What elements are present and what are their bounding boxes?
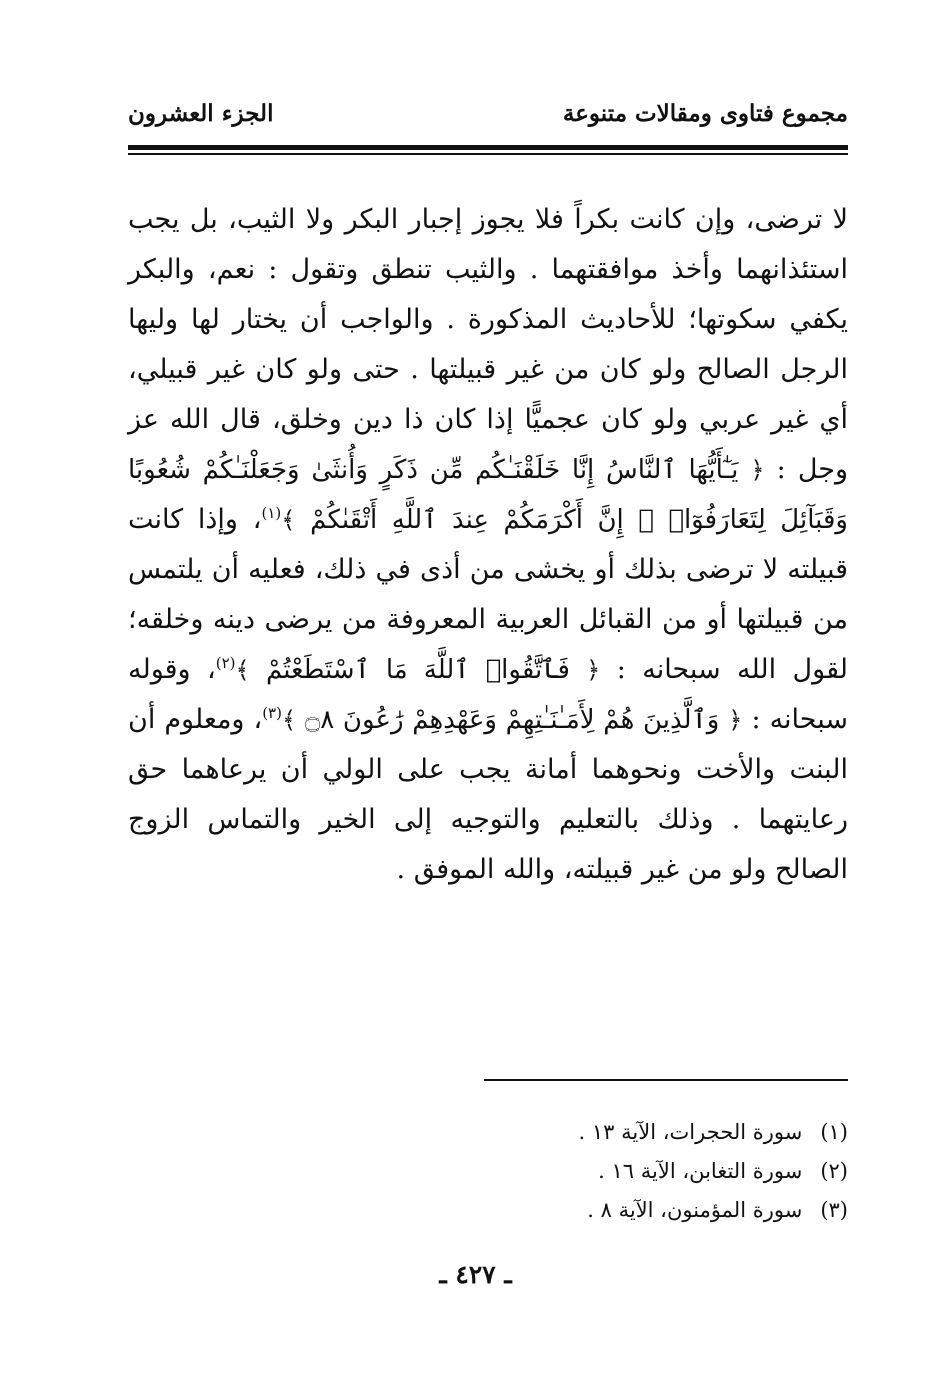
quran-verse-hujurat: يَـٰٓأَيُّهَا ٱلنَّاسُ إِنَّا خَلَقْنَـٰكُم مِّن ذَكَرٍ وَأُنثَىٰ وَجَعَلْنَـٰكُمْ شُعُوبًا وَقَبَآئِلَ لِتَعَارَفُوٓا۟ ۚ إِنَّ أَكْرَمَكُمْ عِندَ ٱللَّهِ أَتْقَىٰكُمْ bbox=[128, 455, 848, 535]
fatwa-paragraph bbox=[128, 195, 848, 895]
quran-brace-close: ﴾ bbox=[281, 506, 296, 534]
book-title: مجموع فتاوى ومقالات متنوعة bbox=[562, 100, 848, 127]
header-rule-thick bbox=[128, 145, 848, 150]
quran-brace-close: ﴾ bbox=[281, 706, 297, 734]
quran-brace-open: ﴿ bbox=[750, 456, 765, 484]
footnote-3 bbox=[128, 1191, 848, 1230]
footnote-2 bbox=[128, 1152, 848, 1191]
running-header bbox=[128, 100, 848, 136]
footnote-number: (١) bbox=[820, 1120, 848, 1144]
footnote-ref-2: (٢) bbox=[215, 654, 236, 672]
quran-verse-muminun: وَٱلَّذِينَ هُمْ لِأَمَـٰنَـٰتِهِمْ وَعَهْدِهِمْ رَٰعُونَ ۝٨ bbox=[305, 705, 720, 735]
text-segment-middle: ، وإذا كانت قبيلته لا ترضى بذلك أو يخشى من أذى في ذلك، فعليه أن يلتمس من قبيلتها أو من القبائل العربية المعروفة من يرضى دينه وخلقه؛ لقول الله سبحانه : bbox=[128, 504, 848, 685]
volume-label: الجزء العشرون bbox=[128, 100, 274, 127]
footnote-1 bbox=[128, 1113, 848, 1152]
footnote-ref-3: (٣) bbox=[262, 704, 282, 722]
quran-verse-taghabun: فَٱتَّقُوا۟ ٱللَّهَ مَا ٱسْتَطَعْتُمْ bbox=[265, 655, 570, 685]
page-number: ـ ٤٢٧ ـ bbox=[439, 1260, 512, 1289]
quran-brace-open: ﴿ bbox=[586, 656, 601, 684]
footnote-text: سورة الحجرات، الآية ١٣ . bbox=[578, 1120, 803, 1144]
main-text bbox=[128, 195, 848, 895]
footnote-text: سورة التغابن، الآية ١٦ . bbox=[598, 1159, 803, 1183]
text-segment-closing: ، ومعلوم أن البنت والأخت ونحوهما أمانة يجب على الولي أن يرعاهما حق رعايتهما . وذلك بالتعليم والتوجيه إلى الخير والتماس الزوج الصالح ولو من غير قبيلته، والله الموفق . bbox=[128, 704, 848, 885]
footnotes bbox=[128, 1113, 848, 1230]
text-segment-intro: لا ترضى، وإن كانت بكراً فلا يجوز إجبار البكر ولا الثيب، بل يجب استئذانهما وأخذ موافقتهما . والثيب تنطق وتقول : نعم، والبكر يكفي سكوتها؛ للأحاديث المذكورة . والواجب أن يختار لها وليها الرجل الصالح ولو كان من غير قبيلتها . حتى ولو كان غير قبيلي، أي غير عربي ولو كان عجميًّا إذا كان ذا دين وخلق، قال الله عز وجل : bbox=[128, 204, 848, 485]
footnote-number: (٢) bbox=[820, 1159, 848, 1183]
text-segment-between: ، وقوله سبحانه : bbox=[128, 654, 848, 735]
quran-brace-close: ﴾ bbox=[235, 656, 250, 684]
footnote-number: (٣) bbox=[820, 1198, 848, 1222]
quran-brace-open: ﴿ bbox=[728, 706, 743, 734]
footnote-text: سورة المؤمنون، الآية ٨ . bbox=[587, 1198, 803, 1222]
footnote-separator bbox=[484, 1079, 848, 1081]
footnote-ref-1: (١) bbox=[261, 504, 282, 522]
header-rule-thin bbox=[128, 153, 848, 155]
